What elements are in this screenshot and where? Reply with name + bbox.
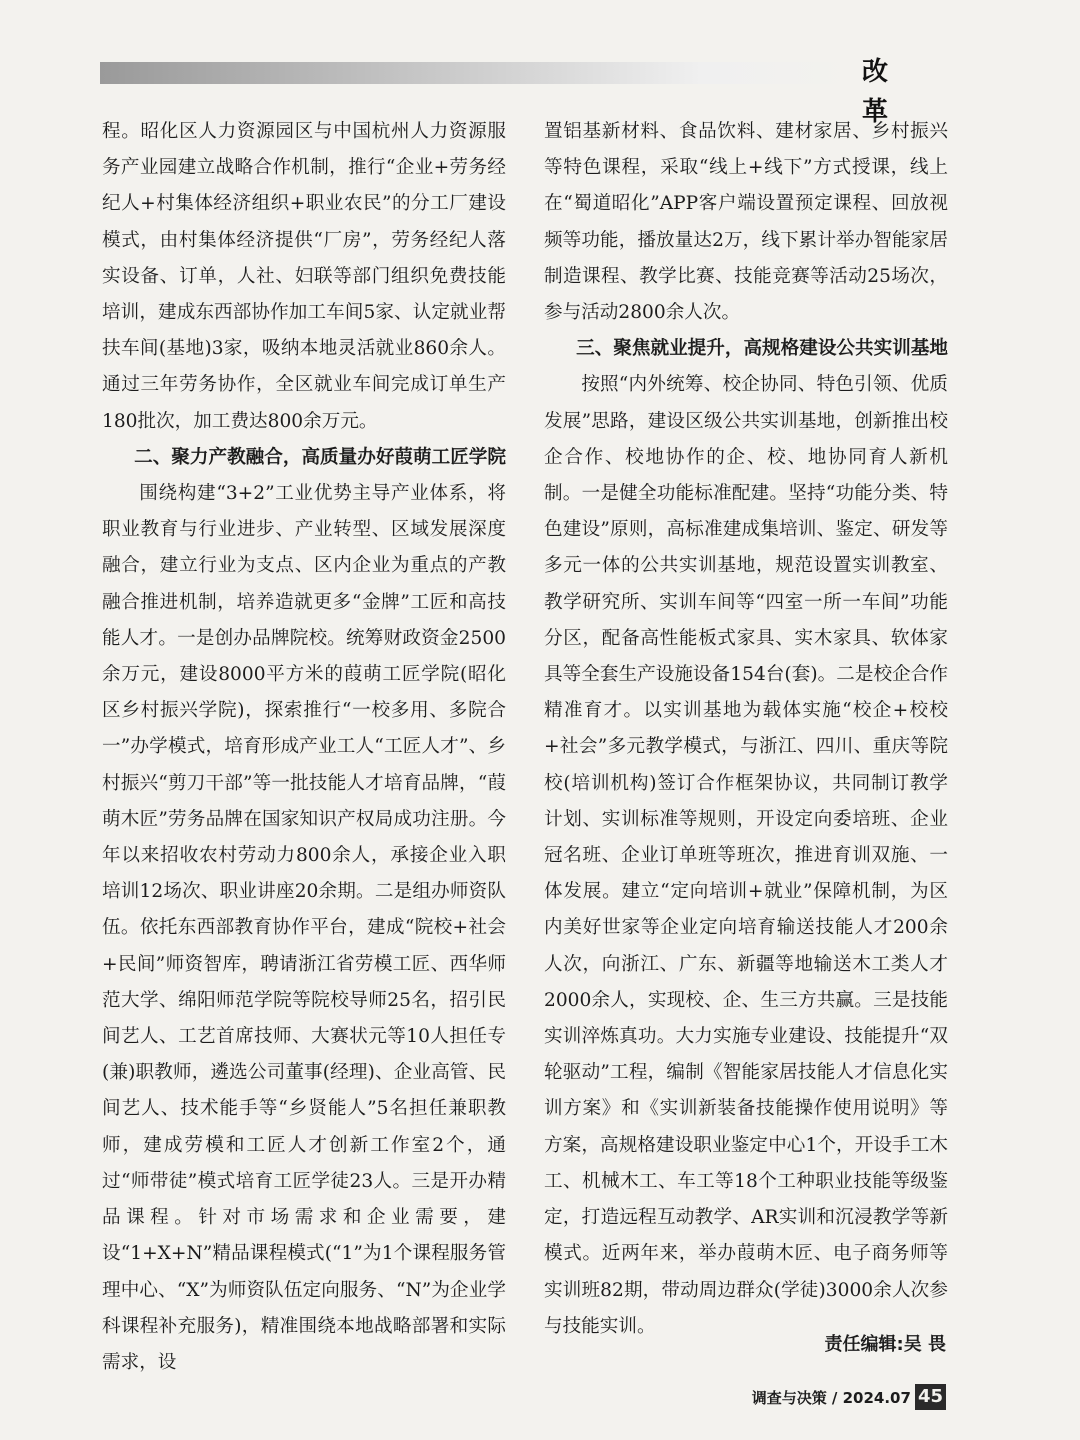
- right-column: [544, 114, 948, 1345]
- responsible-editor: 责任编辑:吴 畏: [824, 1334, 946, 1355]
- left-paragraph-2: 围绕构建“3+2”工业优势主导产业体系，将职业教育与行业进步、产业转型、区域发展深度融合，建立行业为支点、区内企业为重点的产教融合推进机制，培养造就更多“金牌”工匠和高技能人才。一是创办品牌院校。统筹财政资金2500余万元，建设8000平方米的葭萌工匠学院(昭化区乡村振兴学院)，探索推行“一校多用、多院合一”办学模式，培育形成产业工人“工匠人才”、乡村振兴“剪刀干部”等一批技能人才培育品牌，“葭萌木匠”劳务品牌在国家知识产权局成功注册。今年以来招收农村劳动力800余人，承接企业入职培训12场次、职业讲座20余期。二是组办师资队伍。依托东西部教育协作平台，建成“院校+社会+民间”师资智库，聘请浙江省劳模工匠、西华师范大学、绵阳师范学院等院校导师25名，招引民间艺人、工艺首席技师、大赛状元等10人担任专(兼)职教师，遴选公司董事(经理)、企业高管、民间艺人、技术能手等“乡贤能人”5名担任兼职教师，建成劳模和工匠人才创新工作室2个，通过“师带徒”模式培育工匠学徒23人。三是开办精品课程。针对市场需求和企业需要，建设“1+X+N”精品课程模式(“1”为1个课程服务管理中心、“X”为师资队伍定向服务、“N”为企业学科课程补充服务)，精准围绕本地战略部署和实际需求，设: [102, 483, 506, 1373]
- right-paragraph-1: 置铝基新材料、食品饮料、建材家居、乡村振兴等特色课程，采取“线上+线下”方式授课，线上在“蜀道昭化”APP客户端设置预定课程、回放视频等功能，播放量达2万，线下累计举办智能家居制造课程、教学比赛、技能竞赛等活动25场次，参与活动2800余人次。: [544, 121, 948, 324]
- left-paragraph-1: 程。昭化区人力资源园区与中国杭州人力资源服务产业园建立战略合作机制，推行“企业+劳务经纪人+村集体经济组织+职业农民”的分工厂建设模式，由村集体经济提供“厂房”，劳务经纪人落实设备、订单，人社、妇联等部门组织免费技能培训，建成东西部协作加工车间5家、认定就业帮扶车间(基地)3家，吸纳本地灵活就业860余人。通过三年劳务协作，全区就业车间完成订单生产180批次，加工费达800余万元。: [102, 121, 506, 432]
- header-gradient-bar: [100, 62, 852, 84]
- left-section-heading: 二、聚力产教融合，高质量办好葭萌工匠学院: [134, 446, 506, 468]
- page-footer: [752, 1384, 946, 1410]
- right-section-heading: 三、聚焦就业提升，高规格建设公共实训基地: [576, 338, 948, 360]
- right-paragraph-2: 按照“内外统筹、校企协同、特色引领、优质发展”思路，建设区级公共实训基地，创新推出校企合作、校地协作的企、校、地协同育人新机制。一是健全功能标准配建。坚持“功能分类、特色建设”原则，高标准建成集培训、鉴定、研发等多元一体的公共实训基地，规范设置实训教室、教学研究所、实训车间等“四室一所一车间”功能分区，配备高性能板式家具、实木家具、软体家具等全套生产设施设备154台(套)。二是校企合作精准育才。以实训基地为载体实施“校企+校校+社会”多元教学模式，与浙江、四川、重庆等院校(培训机构)签订合作框架协议，共同制订教学计划、实训标准等规则，开设定向委培班、企业冠名班、企业订单班等班次，推进育训双施、一体发展。建立“定向培训+就业”保障机制，为区内美好世家等企业定向培育输送技能人才200余人次，向浙江、广东、新疆等地输送木工类人才2000余人，实现校、企、生三方共赢。三是技能实训淬炼真功。大力实施专业建设、技能提升“双轮驱动”工程，编制《智能家居技能人才信息化实训方案》和《实训新装备技能操作使用说明》等方案，高规格建设职业鉴定中心1个，开设手工木工、机械木工、车工等18个工种职业技能等级鉴定，打造远程互动教学、AR实训和沉浸教学等新模式。近两年来，举办葭萌木匠、电子商务师等实训班82期，带动周边群众(学徒)3000余人次参与技能实训。: [544, 374, 948, 1337]
- page-number: 45: [915, 1384, 946, 1410]
- section-title: 改 革: [862, 57, 909, 127]
- journal-issue: 调查与决策 / 2024.07: [751, 1388, 911, 1407]
- left-column: [102, 114, 506, 1381]
